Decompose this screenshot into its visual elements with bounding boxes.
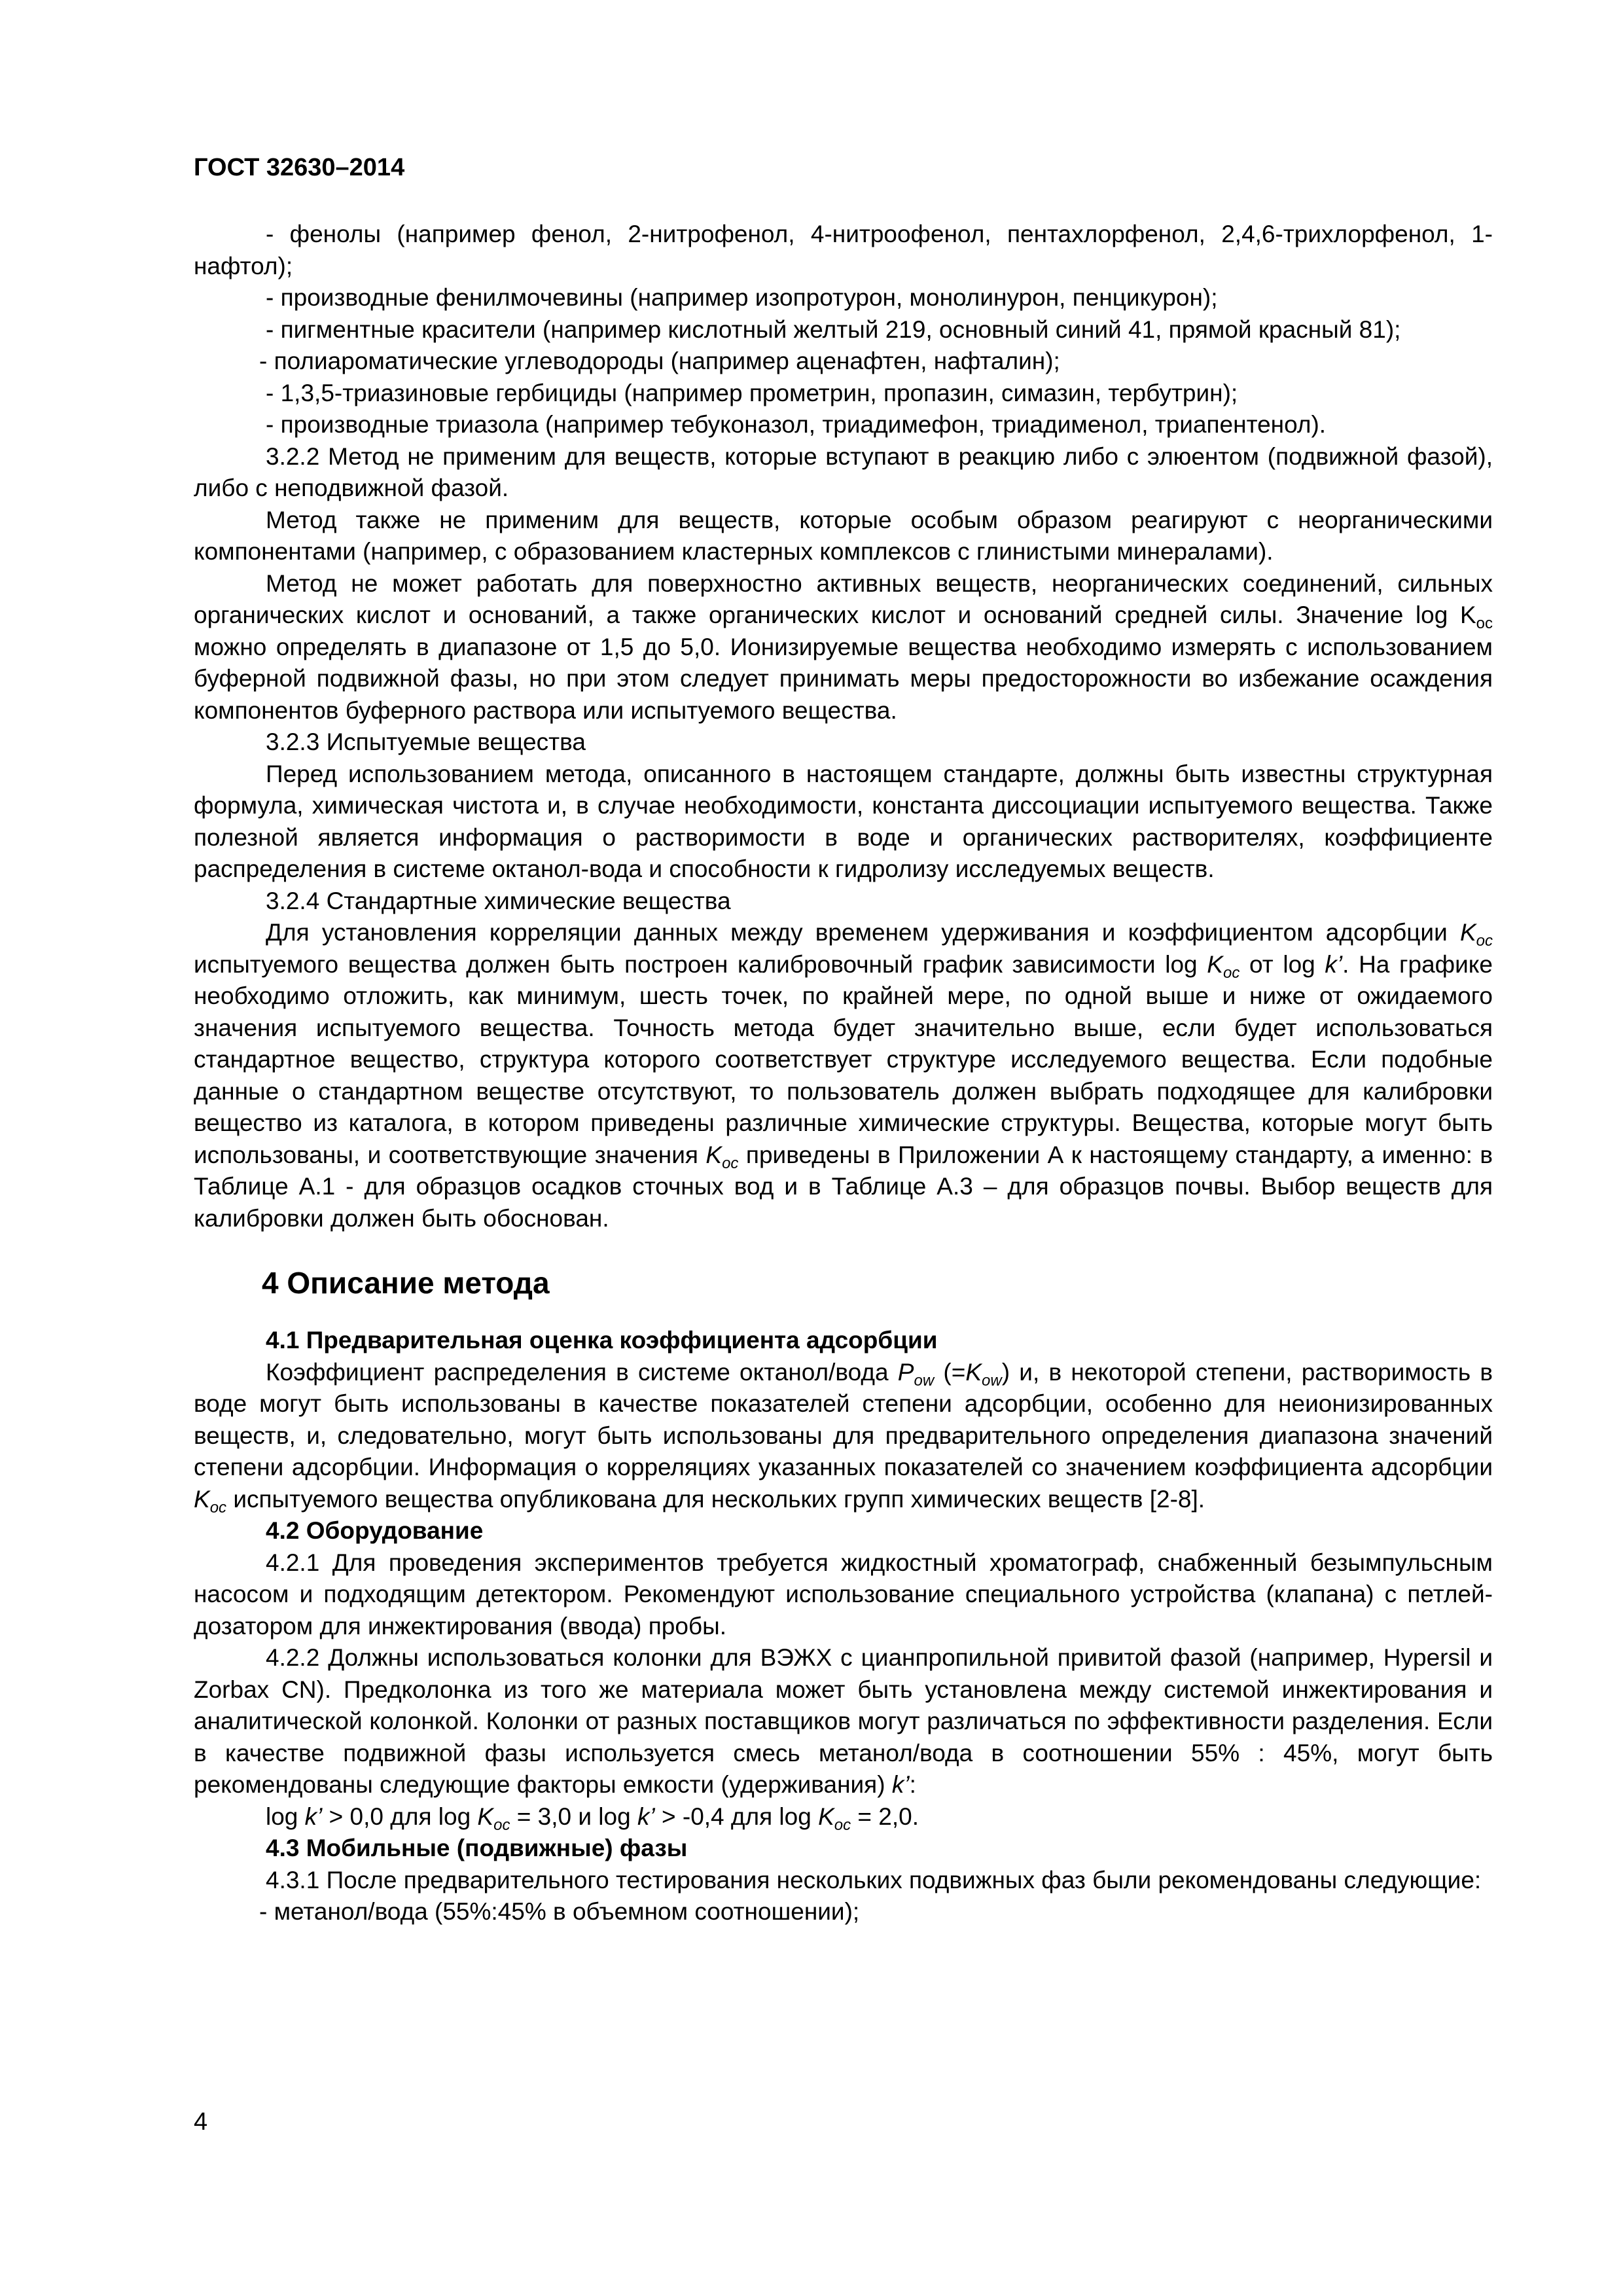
paragraph-3-2-2: 3.2.2 Метод не применим для веществ, которые вступают в реакцию либо с элюентом (подвижной фазой), либо с неподвижной фазой. [194,442,1493,501]
subscript: oc [1476,932,1493,950]
formula-line [194,1801,1493,1833]
text-span: Коэффициент распределения в системе октанол/вода [266,1358,898,1386]
text-span: > -0,4 для log [654,1803,819,1830]
symbol: k’ [891,1771,910,1798]
text-span: = 2,0. [851,1803,919,1830]
text-span: испытуемого вещества должен быть построен калибровочный график зависимости log [194,950,1207,978]
subsection-heading-3-2-4: 3.2.4 Стандартные химические вещества [266,887,731,914]
text-span: можно определять в диапазоне от 1,5 до 5,0. Ионизируемые вещества необходимо измерять с использованием буферной подвижной фазы, но при этом следует принимать меры предосторожности во избежание осаждения компонентов буферного раствора или испытуемого вещества. [194,633,1493,724]
text-span: Для установления корреляции данных между временем удерживания и коэффициентом адсорбции [266,919,1460,946]
text-span: Метод не может работать для поверхностно активных веществ, неорганических соединений, сильных органических кислот и оснований, а также органических кислот и оснований средней силы. Значение log K [194,569,1493,628]
list-item: - производные фенилмочевины (например изопротурон, монолинурон, пенцикурон); [266,284,1218,311]
text-span: : [909,1771,916,1798]
subscript: oc [1222,963,1240,982]
list-item: - 1,3,5-триазиновые гербициды (например прометрин, пропазин, симазин, тербутрин); [266,379,1238,406]
symbol: K [1459,919,1476,946]
text-span: 4.2.2 Должны использоваться колонки для ВЭЖХ с цианпропильной привитой фазой (например, Hypersil и Zorbax CN). Предколонка из того же материала может быть установлена между системой инжектирования и аналитической колонкой. Колонки от разных поставщиков могут различаться по эффективности разделения. Если в качестве подвижной фазы используется смесь метанол/вода в соотношении 55% : 45%, могут быть рекомендованы следующие факторы емкости (удерживания) [194,1644,1493,1798]
document-body [194,219,1493,1928]
text-span: от log [1240,950,1325,978]
document-header: ГОСТ 32630–2014 [194,154,405,181]
symbol: K [477,1803,494,1830]
text-span: ) и, в некоторой степени, растворимость в воде могут быть использованы в качестве показателей степени адсорбции, особенно для неионизированных веществ, и, следовательно, могут быть использованы для предварительного определения диапазона значений степени адсорбции. Информация о корреляциях указанных показателей со значением коэффициента адсорбции [194,1358,1493,1480]
page-number: 4 [194,2108,208,2136]
paragraph-4-2-1: 4.2.1 Для проведения экспериментов требуется жидкостный хроматограф, снабженный безымпульсным насосом и подходящим детектором. Рекомендуют использование специального устройства (клапана) с петлей-дозатором для инжектирования (ввода) пробы. [194,1549,1493,1640]
text-span: испытуемого вещества опубликована для нескольких групп химических веществ [2-8]. [226,1485,1205,1513]
subsection-heading-4-1: 4.1 Предварительная оценка коэффициента адсорбции [266,1327,938,1354]
symbol: K [1207,950,1223,978]
symbol: k’ [1325,950,1343,978]
text-span: = 3,0 и log [510,1803,637,1830]
text-span: . На графике необходимо отложить, как минимум, шесть точек, по крайней мере, по одной выше и ниже от ожидаемого значения испытуемого вещества. Точность метода будет значительно выше, если будет использоваться стандартное вещество, структура которого соответствует структуре исследуемого вещества. Если подобные данные о стандартном веществе отсутствуют, то пользователь должен выбрать подходящее для калибровки вещество из каталога, в котором приведены различные химические структуры. Вещества, которые могут быть использованы, и соответствующие значения [194,950,1493,1168]
list-item: - производные триазола (например тебуконазол, триадимефон, триадименол, триапентенол). [266,411,1327,438]
paragraph [194,1357,1493,1516]
subscript: oc [1476,615,1493,632]
subscript: oc [209,1498,227,1516]
symbol: k’ [637,1803,655,1830]
text-span: > 0,0 для log [322,1803,478,1830]
subsection-heading-3-2-3: 3.2.3 Испытуемые вещества [266,728,586,755]
list-item: - метанол/вода (55%:45% в объемном соотношении); [259,1898,860,1925]
text-span: log [266,1803,305,1830]
paragraph: Перед использованием метода, описанного в настоящем стандарте, должны быть известны структурная формула, химическая чистота и, в случае необходимости, константа диссоциации испытуемого вещества. Также полезной является информация о растворимости в воде и органических растворителях, коэффициенте распределения в системе октанол-вода и способности к гидролизу исследуемых веществ. [194,760,1493,882]
paragraph [194,917,1493,1234]
subscript: ow [982,1371,1002,1390]
paragraph: Метод также не применим для веществ, которые особым образом реагируют с неорганическими компонентами (например, с образованием кластерных комплексов с глинистыми минералами). [194,506,1493,565]
symbol: K [818,1803,834,1830]
subscript: oc [834,1816,851,1834]
section-heading-4: 4 Описание метода [262,1266,550,1300]
symbol: K [705,1141,722,1168]
paragraph-4-2-2 [194,1642,1493,1801]
subsection-heading-4-3: 4.3 Мобильные (подвижные) фазы [266,1835,688,1861]
symbol: P [897,1358,914,1386]
subscript: oc [722,1154,739,1172]
paragraph [194,568,1493,727]
text-span: (= [934,1358,966,1386]
symbol: K [965,1358,982,1386]
symbol: k’ [304,1803,323,1830]
subsection-heading-4-2: 4.2 Оборудование [266,1517,484,1544]
list-item: - полиароматические углеводороды (например аценафтен, нафталин); [259,348,1060,374]
paragraph-4-3-1: 4.3.1 После предварительного тестирования нескольких подвижных фаз были рекомендованы следующие: [266,1866,1482,1893]
text-span: приведены в Приложении А к настоящему стандарту, а именно: в Таблице А.1 - для образцов осадков сточных вод и в Таблице А.3 – для образцов почвы. Выбор веществ для калибровки должен быть обоснован. [194,1141,1493,1232]
subscript: ow [914,1371,935,1390]
list-item: - пигментные красители (например кислотный желтый 219, основный синий 41, прямой красный 81); [266,315,1401,343]
list-item: - фенолы (например фенол, 2-нитрофенол, 4-нитроофенол, пентахлорфенол, 2,4,6-трихлорфенол, 1-нафтол); [194,221,1493,279]
symbol: K [194,1485,210,1513]
subscript: oc [493,1816,510,1834]
